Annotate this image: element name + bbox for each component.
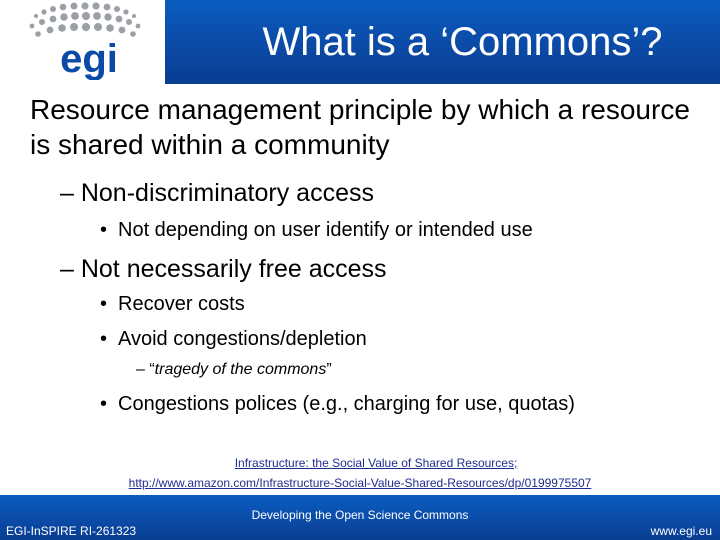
slide-footer [0, 495, 720, 540]
bullet-glyph: • [100, 393, 108, 415]
bullet-text: Congestions polices (e.g., charging for use, quotas) [118, 393, 575, 415]
main-point: Resource management principle by which a resource is shared within a community [30, 94, 690, 160]
tragedy-dash: – “ [136, 361, 155, 378]
bullet-item [100, 326, 367, 352]
bullet-glyph: • [100, 293, 108, 315]
bullet-glyph: • [100, 219, 108, 241]
footer-tagline: Developing the Open Science Commons [251, 508, 469, 522]
tragedy-text: tragedy of the commons [154, 361, 327, 378]
bullet-item [100, 291, 245, 317]
bullet-item [100, 391, 575, 417]
bullet-item [100, 217, 533, 243]
reference-url-link[interactable]: http://www.amazon.com/Infrastructure-Social-Value-Shared-Resources/dp/0199975507 [128, 476, 592, 490]
bullet-text: Avoid congestions/depletion [118, 328, 367, 350]
reference-title-row [0, 455, 720, 471]
reference-title-link[interactable]: Infrastructure: the Social Value of Shared Resources; [234, 456, 518, 470]
subpoint-not-free: – Not necessarily free access [60, 255, 387, 283]
bullet-glyph: • [100, 328, 108, 350]
slide-title: What is a ‘Commons’? [262, 20, 663, 64]
footer-project-id: EGI-InSPIRE RI-261323 [6, 524, 137, 538]
reference-url-row [0, 475, 720, 491]
tragedy-close: ” [326, 361, 332, 378]
tragedy-note [136, 359, 332, 381]
footer-website[interactable]: www.egi.eu [650, 524, 712, 538]
logo-wordmark: egi [60, 37, 118, 80]
bullet-text: Not depending on user identify or intended use [118, 219, 533, 241]
bullet-text: Recover costs [118, 293, 245, 315]
subpoint-non-discriminatory: – Non-discriminatory access [60, 179, 374, 207]
